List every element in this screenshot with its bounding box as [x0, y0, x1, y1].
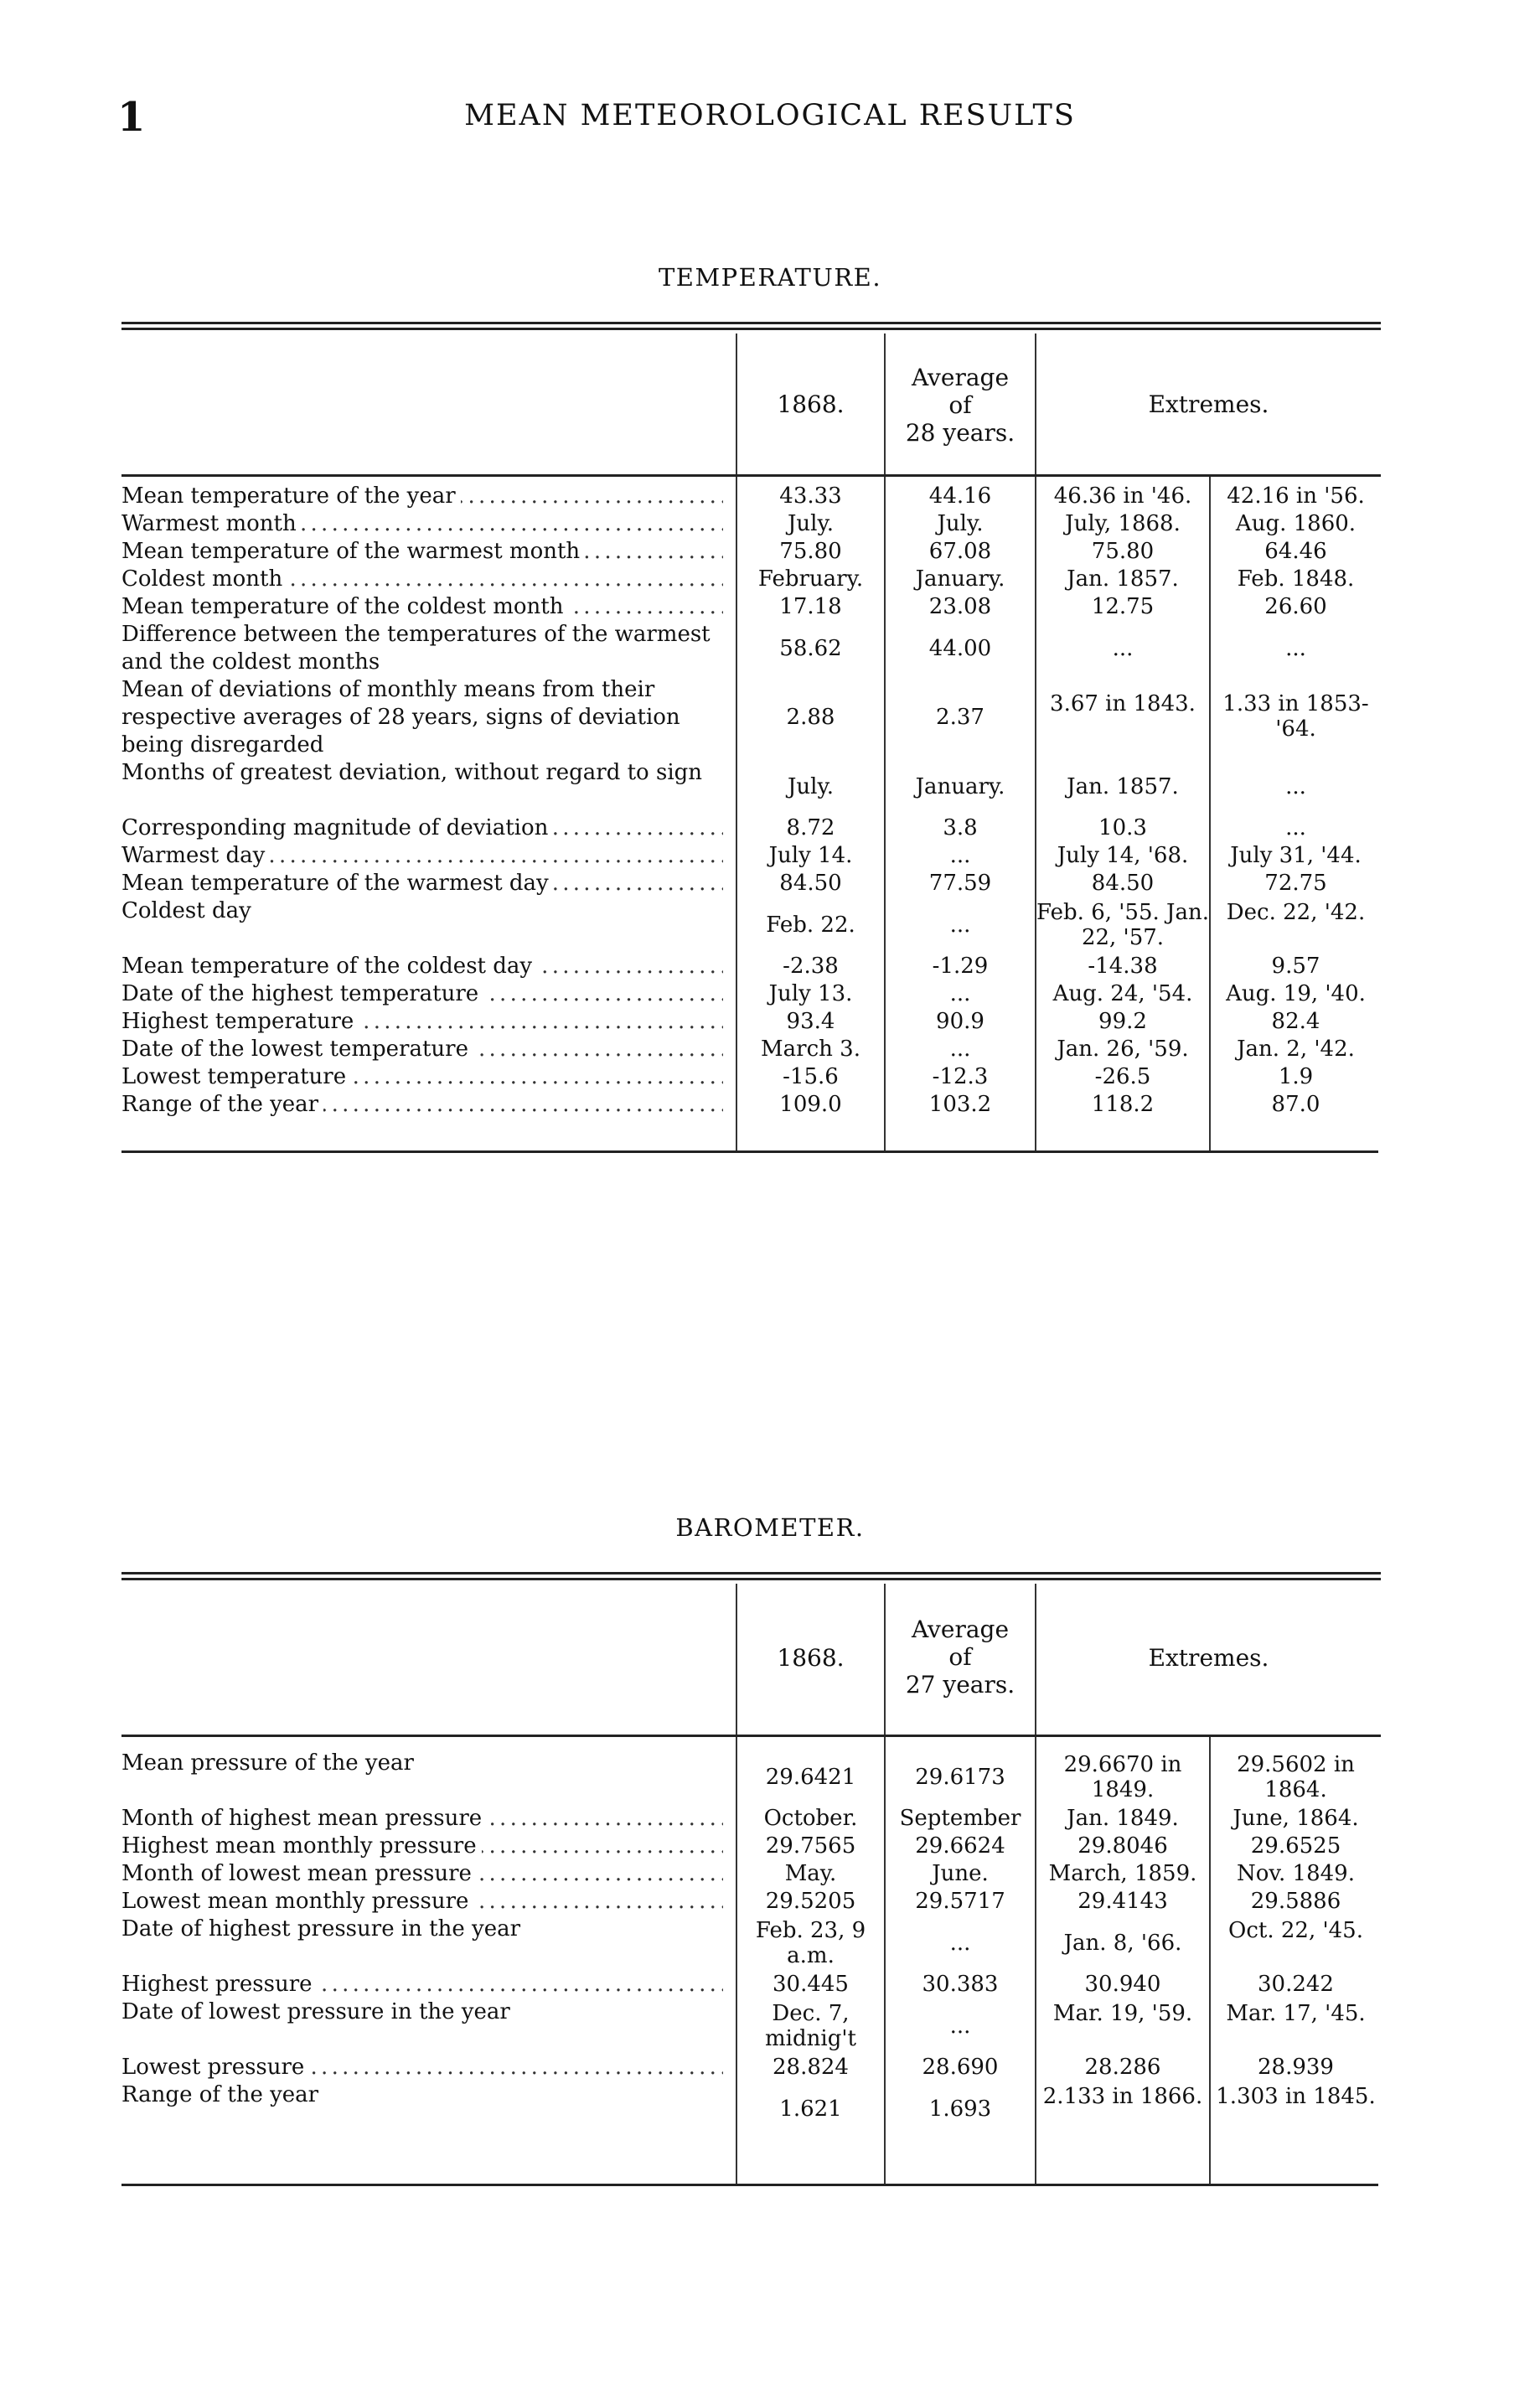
- cell-c3: 3.67 in 1843.: [1050, 691, 1196, 716]
- cell-c1: Feb. 22.: [766, 913, 855, 938]
- cell-c3: -26.5: [1094, 1064, 1151, 1089]
- cell-c1: 58.62: [779, 636, 842, 661]
- cell-c3: March, 1859.: [1048, 1861, 1197, 1886]
- cell-c2: 103.2: [928, 1092, 992, 1117]
- cell-c4: 64.46: [1264, 539, 1327, 564]
- barometer-header-rule: [121, 1735, 1381, 1737]
- barometer-row: [121, 1916, 1381, 1971]
- cell-c2: ...: [949, 913, 971, 938]
- cell-c2: 23.08: [928, 594, 992, 619]
- cell-c1: Feb. 23, 9 a.m.: [755, 1918, 866, 1968]
- col-head-extremes: Extremes.: [1148, 390, 1269, 418]
- temperature-row: [121, 814, 1381, 842]
- col-head-average-line3: 27 years.: [905, 1671, 1015, 1698]
- cell-c3: 99.2: [1098, 1009, 1147, 1034]
- cell-c2: ...: [949, 2014, 971, 2039]
- row-label: [121, 842, 723, 870]
- cell-c4: 42.16 in '56.: [1227, 483, 1365, 509]
- cell-c4: Aug. 19, '40.: [1226, 981, 1366, 1006]
- cell-c3: 84.50: [1091, 871, 1155, 896]
- row-label: [121, 1971, 723, 1998]
- row-label-text: Warmest day: [121, 843, 270, 868]
- cell-c2: July.: [937, 511, 984, 536]
- cell-c3: 118.2: [1091, 1092, 1155, 1117]
- row-label-text: Lowest temperature: [121, 1064, 351, 1089]
- cell-c4: ...: [1285, 636, 1306, 661]
- row-label: [121, 2081, 723, 2109]
- row-label-text: Coldest month: [121, 566, 287, 592]
- cell-c2: ...: [949, 981, 971, 1006]
- temperature-row: [121, 953, 1381, 980]
- row-label-text: Date of the lowest temperature: [121, 1037, 473, 1062]
- row-label: [121, 566, 723, 593]
- temperature-row: [121, 870, 1381, 897]
- cell-c4: Feb. 1848.: [1237, 566, 1355, 592]
- cell-c1: May.: [784, 1861, 837, 1886]
- col-head-average-line1: Average: [911, 364, 1010, 391]
- cell-c4: 82.4: [1271, 1009, 1320, 1034]
- temperature-row: [121, 1091, 1381, 1119]
- barometer-row: [121, 1971, 1381, 1998]
- cell-c4: Oct. 22, '45.: [1228, 1918, 1363, 1943]
- row-label: [121, 483, 723, 510]
- row-label-text: Mean of deviations of monthly means from their respective averages of 28 years, signs of deviation being disregarded: [121, 677, 680, 757]
- barometer-row: [121, 2081, 1381, 2137]
- cell-c3: Jan. 8, '66.: [1063, 1931, 1182, 1956]
- cell-c3: 29.6670 in 1849.: [1063, 1752, 1182, 1802]
- cell-c3: Aug. 24, '54.: [1052, 981, 1193, 1006]
- cell-c2: 2.37: [936, 705, 984, 730]
- barometer-row: [121, 1805, 1381, 1833]
- row-label-text: Coldest day: [121, 898, 256, 923]
- cell-c1: -15.6: [783, 1064, 839, 1089]
- cell-c3: 10.3: [1098, 815, 1147, 840]
- cell-c4: 29.6525: [1250, 1833, 1341, 1859]
- row-label: [121, 953, 723, 980]
- row-label: [121, 1091, 723, 1119]
- col-head-1868: 1868.: [777, 390, 845, 418]
- row-label: [121, 1805, 723, 1833]
- row-label-text: Lowest mean monthly pressure: [121, 1889, 473, 1914]
- row-label: [121, 759, 723, 787]
- cell-c1: 28.824: [773, 2055, 849, 2080]
- cell-c1: -2.38: [783, 954, 839, 979]
- temperature-bottom-rule: [121, 1150, 1378, 1153]
- temperature-row: [121, 538, 1381, 566]
- temperature-top-rule: [121, 322, 1381, 330]
- barometer-row: [121, 1998, 1381, 2054]
- barometer-row: [121, 1833, 1381, 1860]
- cell-c1: 29.5205: [765, 1889, 856, 1914]
- cell-c2: 67.08: [928, 539, 992, 564]
- col-head-1868: 1868.: [777, 1644, 845, 1672]
- cell-c1: July.: [788, 511, 834, 536]
- temperature-row: [121, 483, 1381, 510]
- cell-c4: 1.33 in 1853-'64.: [1222, 691, 1369, 742]
- running-head: MEAN METEOROLOGICAL RESULTS: [464, 99, 1076, 132]
- cell-c3: Jan. 26, '59.: [1057, 1037, 1189, 1062]
- cell-c4: July 31, '44.: [1230, 843, 1362, 868]
- cell-c2: September: [899, 1806, 1021, 1831]
- row-label-text: Range of the year: [121, 1092, 323, 1117]
- cell-c3: Mar. 19, '59.: [1052, 2001, 1193, 2026]
- cell-c3: 29.8046: [1077, 1833, 1168, 1859]
- barometer-row: [121, 1888, 1381, 1916]
- col-head-average-line2: of: [948, 1643, 972, 1671]
- cell-c1: 8.72: [786, 815, 835, 840]
- cell-c4: Nov. 1849.: [1237, 1861, 1355, 1886]
- cell-c3: Jan. 1849.: [1067, 1806, 1179, 1831]
- cell-c3: 30.940: [1084, 1972, 1161, 1997]
- cell-c4: 29.5886: [1250, 1889, 1341, 1914]
- row-label: [121, 1063, 723, 1091]
- cell-c2: 28.690: [922, 2055, 999, 2080]
- cell-c4: Dec. 22, '42.: [1226, 900, 1366, 925]
- cell-c3: 46.36 in '46.: [1053, 483, 1192, 509]
- cell-c4: June, 1864.: [1233, 1806, 1359, 1831]
- row-label: [121, 1998, 723, 2026]
- cell-c2: ...: [949, 1037, 971, 1062]
- row-label: [121, 538, 723, 566]
- cell-c4: 9.57: [1271, 954, 1320, 979]
- cell-c2: -1.29: [932, 954, 989, 979]
- row-label: [121, 1750, 723, 1777]
- row-label-text: Mean temperature of the year: [121, 483, 461, 509]
- temperature-row: [121, 510, 1381, 538]
- cell-c2: 29.6624: [915, 1833, 1005, 1859]
- cell-c1: July.: [788, 774, 834, 799]
- cell-c2: 77.59: [928, 871, 992, 896]
- cell-c3: 2.133 in 1866.: [1042, 2084, 1203, 2109]
- row-label: [121, 593, 723, 621]
- cell-c2: January.: [915, 774, 1005, 799]
- row-label-text: Months of greatest deviation, without regard to sign: [121, 760, 707, 785]
- row-label: [121, 980, 723, 1008]
- cell-c1: 1.621: [779, 2097, 842, 2122]
- row-label: [121, 1008, 723, 1036]
- temperature-table: [121, 333, 1381, 1171]
- row-label-text: Mean temperature of the coldest day: [121, 954, 537, 979]
- row-label-text: Month of lowest mean pressure: [121, 1861, 477, 1886]
- temperature-row: [121, 897, 1381, 953]
- cell-c3: July, 1868.: [1065, 511, 1181, 536]
- temperature-row: [121, 842, 1381, 870]
- cell-c2: 44.00: [928, 636, 992, 661]
- cell-c2: -12.3: [932, 1064, 989, 1089]
- barometer-row: [121, 1860, 1381, 1888]
- col-head-average-line3: 28 years.: [905, 419, 1015, 447]
- row-label: [121, 510, 723, 538]
- cell-c4: ...: [1285, 774, 1306, 799]
- cell-c4: 26.60: [1264, 594, 1327, 619]
- temperature-title: TEMPERATURE.: [658, 263, 882, 292]
- cell-c1: July 13.: [768, 981, 853, 1006]
- cell-c2: 3.8: [943, 815, 978, 840]
- cell-c2: 30.383: [922, 1972, 999, 1997]
- cell-c2: January.: [915, 566, 1005, 592]
- cell-c2: ...: [949, 1931, 971, 1956]
- row-label: [121, 676, 723, 759]
- barometer-title: BAROMETER.: [675, 1513, 865, 1542]
- row-label: [121, 1833, 723, 1860]
- cell-c2: 1.693: [928, 2097, 992, 2122]
- row-label-text: Mean temperature of the warmest day: [121, 871, 554, 896]
- row-label: [121, 621, 723, 676]
- cell-c3: Jan. 1857.: [1067, 566, 1179, 592]
- temperature-row: [121, 621, 1381, 676]
- temperature-row: [121, 593, 1381, 621]
- row-label: [121, 1860, 723, 1888]
- cell-c4: 87.0: [1271, 1092, 1320, 1117]
- row-label-text: Warmest month: [121, 511, 302, 536]
- page-number: 1: [117, 94, 146, 141]
- row-label: [121, 2054, 723, 2081]
- cell-c1: 93.4: [786, 1009, 835, 1034]
- cell-c1: 109.0: [779, 1092, 842, 1117]
- cell-c3: -14.38: [1088, 954, 1158, 979]
- temperature-row: [121, 676, 1381, 759]
- row-label-text: Date of lowest pressure in the year: [121, 1999, 515, 2024]
- barometer-top-rule: [121, 1572, 1381, 1580]
- cell-c1: Dec. 7, midnig't: [765, 2001, 856, 2051]
- cell-c1: October.: [763, 1806, 858, 1831]
- cell-c3: Jan. 1857.: [1067, 774, 1179, 799]
- row-label-text: Mean temperature of the coldest month: [121, 594, 569, 619]
- col-head-average-line2: of: [948, 391, 972, 419]
- cell-c4: 72.75: [1264, 871, 1327, 896]
- cell-c1: 75.80: [779, 539, 842, 564]
- cell-c4: 29.5602 in 1864.: [1237, 1752, 1355, 1802]
- cell-c3: Feb. 6, '55. Jan. 22, '57.: [1036, 900, 1209, 950]
- cell-c2: June.: [932, 1861, 989, 1886]
- cell-c4: 28.939: [1258, 2055, 1334, 2080]
- cell-c3: 28.286: [1084, 2055, 1161, 2080]
- row-label-text: Mean pressure of the year: [121, 1750, 419, 1776]
- row-label-text: Mean temperature of the warmest month: [121, 539, 585, 564]
- cell-c4: Jan. 2, '42.: [1237, 1037, 1355, 1062]
- temperature-row: [121, 980, 1381, 1008]
- cell-c1: 2.88: [786, 705, 835, 730]
- temperature-row: [121, 566, 1381, 593]
- row-label-text: Highest pressure: [121, 1972, 318, 1997]
- col-head-extremes: Extremes.: [1148, 1644, 1269, 1672]
- cell-c2: 29.6173: [915, 1765, 1005, 1790]
- cell-c3: 12.75: [1091, 594, 1155, 619]
- temperature-header-rule: [121, 474, 1381, 477]
- temperature-row: [121, 759, 1381, 814]
- cell-c1: 43.33: [779, 483, 842, 509]
- col-head-average: [886, 1616, 1035, 1698]
- cell-c3: 75.80: [1091, 539, 1155, 564]
- col-head-average-line1: Average: [911, 1616, 1010, 1643]
- cell-c4: Aug. 1860.: [1235, 511, 1357, 536]
- barometer-row: [121, 2054, 1381, 2081]
- temperature-row: [121, 1063, 1381, 1091]
- cell-c2: 44.16: [928, 483, 992, 509]
- cell-c1: 29.6421: [765, 1765, 856, 1790]
- cell-c1: 30.445: [773, 1972, 849, 1997]
- barometer-row: [121, 1750, 1381, 1805]
- row-label: [121, 897, 723, 925]
- row-label-text: Difference between the temperatures of the warmest and the coldest months: [121, 622, 711, 675]
- cell-c3: 29.4143: [1077, 1889, 1168, 1914]
- row-label: [121, 870, 723, 897]
- row-label: [121, 1916, 723, 1943]
- cell-c3: July 14, '68.: [1057, 843, 1189, 868]
- row-label-text: Range of the year: [121, 2082, 323, 2107]
- cell-c1: February.: [757, 566, 864, 592]
- barometer-table: [121, 1584, 1381, 2204]
- row-label-text: Lowest pressure: [121, 2055, 309, 2080]
- row-label-text: Date of the highest temperature: [121, 981, 483, 1006]
- row-label: [121, 1888, 723, 1916]
- cell-c2: 90.9: [936, 1009, 984, 1034]
- cell-c1: July 14.: [768, 843, 853, 868]
- row-label: [121, 1036, 723, 1063]
- row-label-text: Highest temperature: [121, 1009, 359, 1034]
- row-label-text: Corresponding magnitude of deviation: [121, 815, 553, 840]
- temperature-row: [121, 1036, 1381, 1063]
- cell-c4: ...: [1285, 815, 1306, 840]
- row-label-text: Highest mean monthly pressure: [121, 1833, 482, 1859]
- cell-c4: 1.303 in 1845.: [1216, 2084, 1376, 2109]
- cell-c1: March 3.: [761, 1037, 860, 1062]
- cell-c4: Mar. 17, '45.: [1226, 2001, 1366, 2026]
- cell-c1: 17.18: [779, 594, 842, 619]
- cell-c4: 1.9: [1278, 1064, 1314, 1089]
- cell-c1: 29.7565: [765, 1833, 856, 1859]
- row-label-text: Month of highest mean pressure: [121, 1806, 487, 1831]
- row-label-text: Date of highest pressure in the year: [121, 1916, 525, 1941]
- col-head-average: [886, 364, 1035, 447]
- cell-c3: ...: [1112, 636, 1134, 661]
- cell-c4: 30.242: [1258, 1972, 1334, 1997]
- cell-c1: 84.50: [779, 871, 842, 896]
- barometer-bottom-rule: [121, 2184, 1378, 2186]
- cell-c2: 29.5717: [915, 1889, 1005, 1914]
- row-label: [121, 814, 723, 842]
- cell-c2: ...: [949, 843, 971, 868]
- temperature-row: [121, 1008, 1381, 1036]
